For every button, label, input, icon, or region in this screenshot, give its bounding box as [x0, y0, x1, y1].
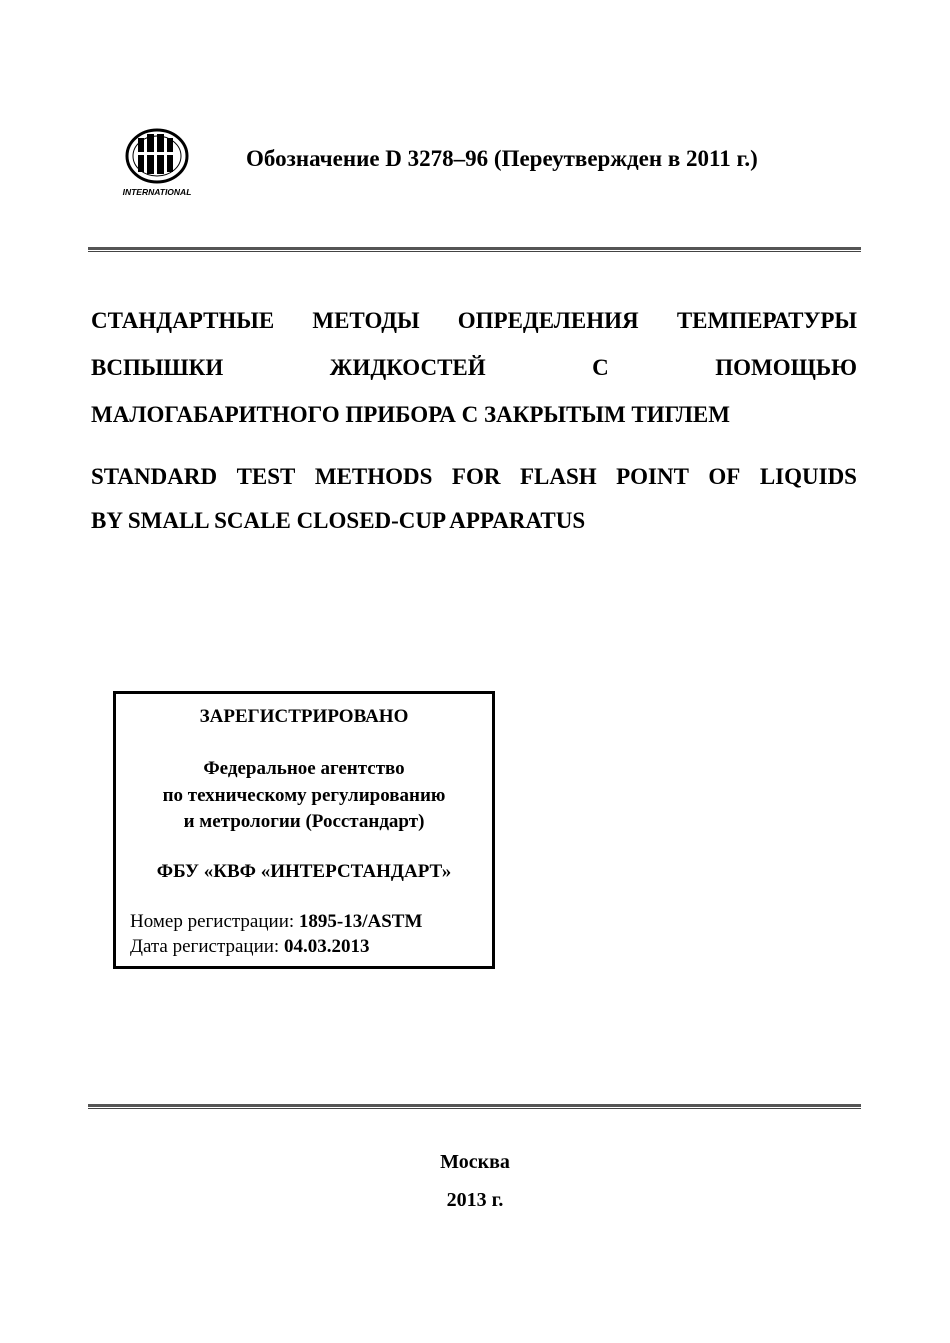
- logo-letters-icon: [134, 134, 180, 174]
- registration-stamp: [113, 691, 495, 969]
- title-ru-line-2: ВСПЫШКИ ЖИДКОСТЕЙ С ПОМОЩЬЮ: [91, 355, 857, 380]
- title-en-line-2: BY SMALL SCALE CLOSED-CUP APPARATUS: [91, 508, 586, 533]
- registration-date-value: 04.03.2013: [283, 936, 370, 957]
- registration-heading: ЗАРЕГИСТРИРОВАНО: [199, 706, 409, 727]
- bottom-divider: [88, 1104, 861, 1109]
- organization-name: ФБУ «КВФ «ИНТЕРСТАНДАРТ»: [156, 861, 452, 882]
- registration-date-label: Дата регистрации:: [130, 936, 280, 957]
- logo-subtext: INTERNATIONAL: [122, 187, 192, 197]
- registration-number: [130, 911, 422, 933]
- agency-line-3: и метрологии (Росстандарт): [183, 811, 425, 832]
- title-russian: [91, 297, 857, 438]
- agency-line-2: по техническому регулированию: [162, 785, 446, 806]
- registration-date: [130, 936, 369, 958]
- title-english: [91, 455, 857, 543]
- astm-logo: [116, 128, 202, 200]
- title-ru-line-1: СТАНДАРТНЫЕ МЕТОДЫ ОПРЕДЕЛЕНИЯ ТЕМПЕРАТУРЫ: [91, 308, 857, 333]
- top-divider: [88, 247, 861, 252]
- registration-number-label: Номер регистрации:: [130, 911, 295, 932]
- document-designation: Обозначение D 3278–96 (Переутвержден в 2011 г.): [246, 146, 758, 171]
- title-ru-line-3: МАЛОГАБАРИТНОГО ПРИБОРА С ЗАКРЫТЫМ ТИГЛЕМ: [91, 402, 730, 427]
- registration-number-value: 1895-13/ASTM: [298, 911, 423, 932]
- title-en-line-1: STANDARD TEST METHODS FOR FLASH POINT OF LIQUIDS: [91, 464, 857, 489]
- footer-city: Москва: [440, 1151, 510, 1173]
- agency-line-1: Федеральное агентство: [203, 758, 405, 779]
- footer-year: 2013 г.: [446, 1189, 504, 1211]
